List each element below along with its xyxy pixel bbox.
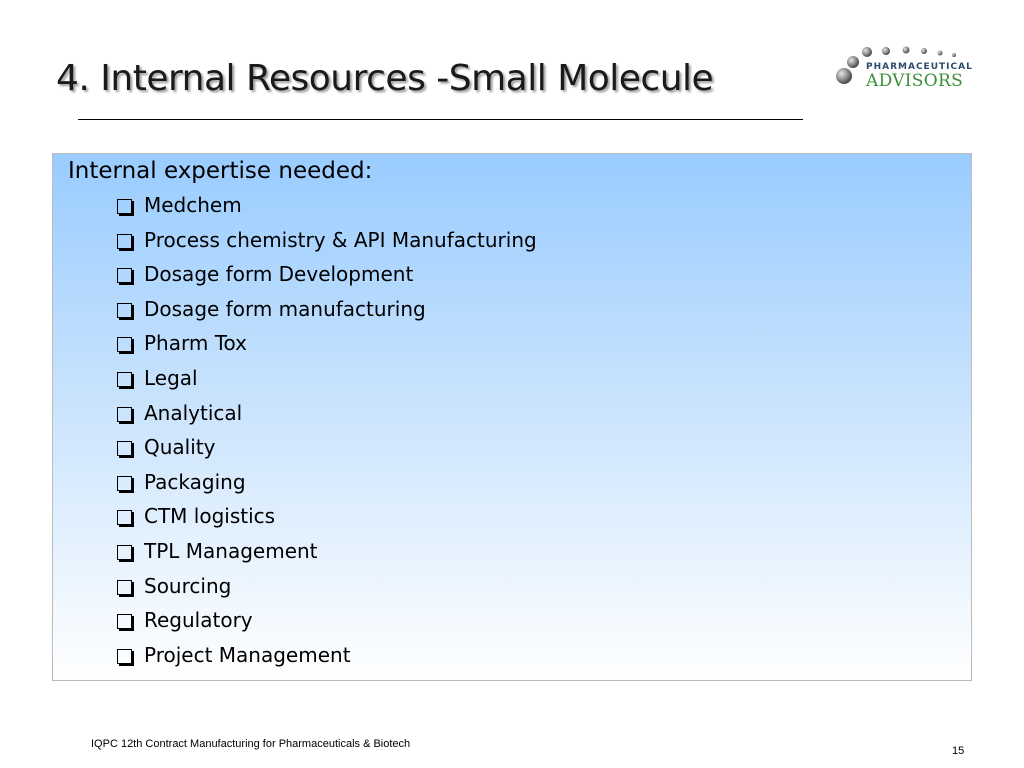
list-item-label: Legal xyxy=(144,365,198,390)
list-item-label: Medchem xyxy=(144,193,242,217)
list-item-label: Process chemistry & API Manufacturing xyxy=(144,227,537,252)
checkbox-bullet-icon xyxy=(117,372,132,387)
list-item-label: Dosage form Development xyxy=(144,262,414,287)
list-item xyxy=(115,330,537,365)
content-heading: Internal expertise needed: xyxy=(68,158,373,184)
list-item-label: Sourcing xyxy=(144,573,232,598)
content-panel xyxy=(52,153,972,681)
slide-title: 4. Internal Resources -Small Molecule xyxy=(56,58,714,99)
checkbox-bullet-icon xyxy=(117,234,132,249)
checkbox-bullet-icon xyxy=(117,510,132,525)
expertise-list xyxy=(115,192,537,676)
list-item xyxy=(115,469,537,504)
list-item-label: Quality xyxy=(144,435,216,460)
checkbox-bullet-icon xyxy=(117,199,132,214)
logo-top-text: PHARMACEUTICAL xyxy=(866,62,973,72)
logo-main-text: ADVISORS xyxy=(866,71,964,91)
list-item xyxy=(115,538,537,573)
checkbox-bullet-icon xyxy=(117,303,132,318)
checkbox-bullet-icon xyxy=(117,614,132,629)
list-item xyxy=(115,192,537,227)
list-item-label: Regulatory xyxy=(144,608,253,633)
list-item xyxy=(115,365,537,400)
list-item-label: Project Management xyxy=(144,642,351,667)
list-item xyxy=(115,261,537,296)
list-item xyxy=(115,400,537,435)
checkbox-bullet-icon xyxy=(117,337,132,352)
checkbox-bullet-icon xyxy=(117,268,132,283)
list-item xyxy=(115,503,537,538)
list-item-label: Packaging xyxy=(144,469,246,494)
list-item-label: Pharm Tox xyxy=(144,331,247,356)
checkbox-bullet-icon xyxy=(117,441,132,456)
company-logo xyxy=(832,42,972,94)
list-item-label: Dosage form manufacturing xyxy=(144,296,426,321)
list-item xyxy=(115,573,537,608)
list-item-label: CTM logistics xyxy=(144,504,276,529)
checkbox-bullet-icon xyxy=(117,476,132,491)
checkbox-bullet-icon xyxy=(117,545,132,560)
footer-text: IQPC 12th Contract Manufacturing for Pharmaceuticals & Biotech xyxy=(91,738,411,750)
list-item-label: TPL Management xyxy=(144,538,318,563)
page-number: 15 xyxy=(952,745,965,757)
list-item xyxy=(115,434,537,469)
list-item xyxy=(115,296,537,331)
list-item-label: Analytical xyxy=(144,400,243,425)
checkbox-bullet-icon xyxy=(117,649,132,664)
list-item xyxy=(115,642,537,677)
title-underline xyxy=(78,119,803,120)
logo-small-dots-icon xyxy=(872,44,972,58)
list-item xyxy=(115,607,537,642)
checkbox-bullet-icon xyxy=(117,407,132,422)
checkbox-bullet-icon xyxy=(117,580,132,595)
list-item xyxy=(115,227,537,262)
